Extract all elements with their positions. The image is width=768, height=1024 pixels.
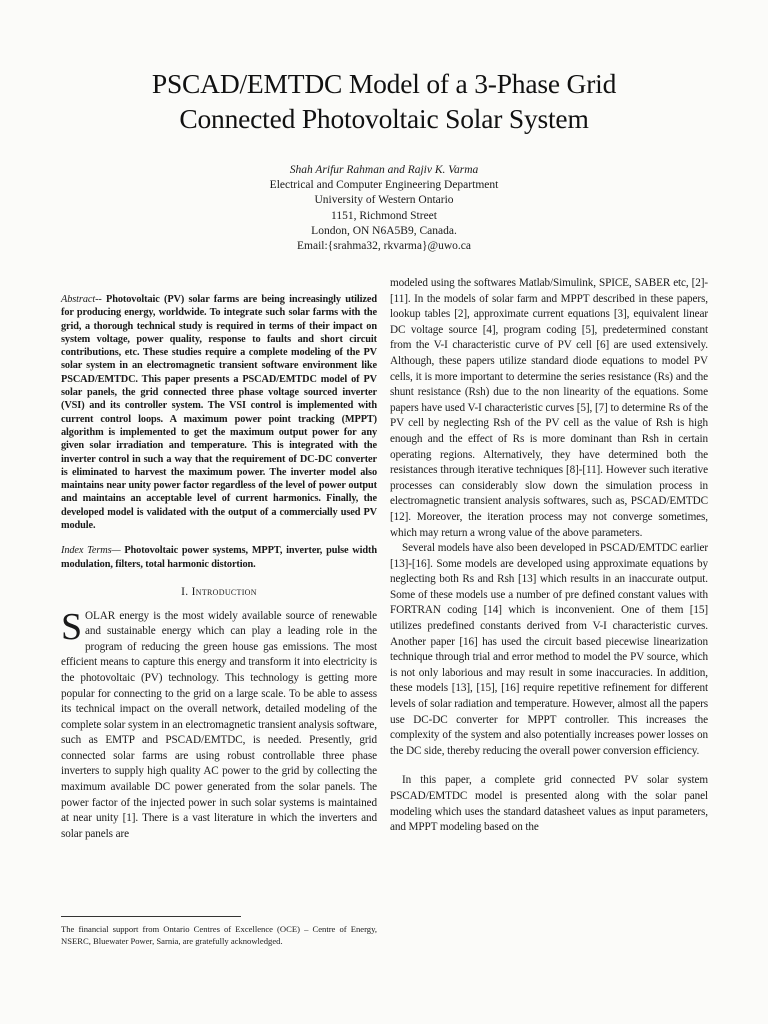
affiliation-city: London, ON N6A5B9, Canada. bbox=[311, 224, 457, 237]
index-terms bbox=[61, 544, 377, 571]
footnote: The financial support from Ontario Centres of Excellence (OCE) – Centre of Energy, NSERC, Bluewater Power, Sarnia, are gratefully acknowledged. bbox=[61, 924, 377, 946]
affiliation-university: University of Western Ontario bbox=[314, 194, 454, 207]
body-paragraph-3: In this paper, a complete grid connected PV solar system PSCAD/EMTDC model is presented along with the solar panel modeling which uses the standard datasheet values as input parameters, and MPPT modeling based on the bbox=[390, 774, 708, 834]
left-column bbox=[61, 293, 377, 842]
author-email: Email:{srahma32, rkvarma}@uwo.ca bbox=[297, 240, 471, 253]
index-terms-text: Photovoltaic power systems, MPPT, inverter, pulse width modulation, filters, total harmonic distortion. bbox=[61, 545, 377, 570]
abstract-label: Abstract-- bbox=[61, 294, 102, 305]
intro-paragraph-text: OLAR energy is the most widely available source of renewable and sustainable energy which can play a leading role in the program of reducing the green house gas emissions. The most efficient means to capture this energy and transform it into electricity is the photovoltaic (PV) technology. This technology is getting more popular for connecting to the grid on a large scale. To be able to assess its technical impact on the overall network, detailed modeling of the complete solar system in an electromagnetic transient analysis software, such as EMTP and PSCAD/EMTDC, is needed. Presently, grid connected solar farms are using robust controllable three phase inverters to supply high quality AC power to the grid by collecting the maximum available DC power generated from the solar panels. The power factor of the injected power in such solar systems is maintained at near unity [1]. There is a vast literature in which the inverters and solar panels are bbox=[61, 609, 377, 840]
author-block bbox=[0, 163, 768, 254]
footnote-rule bbox=[61, 916, 241, 917]
author-names: Shah Arifur Rahman and Rajiv K. Varma bbox=[289, 164, 479, 176]
abstract bbox=[61, 293, 377, 532]
index-terms-label: Index Terms— bbox=[61, 545, 121, 557]
drop-cap: S bbox=[61, 605, 83, 648]
paper-title bbox=[0, 66, 768, 136]
title-line-2: Connected Photovoltaic Solar System bbox=[179, 103, 589, 134]
affiliation-department: Electrical and Computer Engineering Department bbox=[269, 179, 499, 192]
body-paragraph-1: modeled using the softwares Matlab/Simulink, SPICE, SABER etc, [2]-[11]. In the models of solar farm and MPPT described in these papers, lookup tables [2], approximate current equations [3], equivalent linear DC voltage source [4], program coding [5], predetermined constant from the V-I characteristic curve of PV cell [6] are used extensively. Although, these papers utilize standard diode equations to model PV cells, it is more important to determine the series resistance (Rs) and the shunt resistance (Rsh) due to the non linearity of the equations. Some papers have used V-I characteristic curves [5], [7] to determine Rs of the PV cell by neglecting Rsh of the PV cell as the value of Rsh is high enough and the effect of Rs is more dominant than Rsh in certain operating regions. Alternatively, they have determined both the resistances through iterative techniques [8]-[11]. However such iterative processes can considerably slow down the simulation process in electromagnetic transient analysis softwares, such as, PSCAD/EMTDC [12]. Moreover, the iteration process may not converge sometimes, which may return a wrong value of the above parameters. bbox=[390, 277, 708, 539]
title-line-1: PSCAD/EMTDC Model of a 3-Phase Grid bbox=[151, 68, 617, 99]
intro-paragraph bbox=[61, 605, 377, 843]
abstract-text: Photovoltaic (PV) solar farms are being increasingly utilized for producing energy, worldwide. To integrate such solar farms with the grid, a thorough technical study is required in terms of their impact on system voltage, power quality, response to faults and short circuit contributions, etc. These studies require a complete modeling of the PV solar system in an electromagnetic transient software environment like PSCAD/EMTDC. This paper presents a PSCAD/EMTDC model of PV solar panels, the grid connected three phase voltage sourced inverter (VSI) and its controller system. The VSI control is implemented with current control loops. A maximum power point tracking (MPPT) algorithm is implemented to get the maximum output power for any given solar irradiation and temperature. This is integrated with the inverter control in such a way that the requirement of DC-DC converter is eliminated to harvest the maximum power. The inverter model also maintains near unity power factor regardless of the level of power output and maintains an acceptable level of current harmonics. Finally, the developed model is validated with the output of a commercially used PV module. bbox=[61, 294, 377, 532]
affiliation-street: 1151, Richmond Street bbox=[331, 209, 437, 222]
body-paragraph-2: Several models have also been developed in PSCAD/EMTDC earlier [13]-[16]. Some models are developed using approximate equations by neglecting both Rs and Rsh [13] which results in an inaccurate output. Some of these models use a number of pre defined constant values with FORTRAN coding [14] which is inconvenient. One of them [15] utilizes predefined constants derived from V-I characteristic curves. Another paper [16] has used the circuit based piecewise linearization technique through trial and error method to model the PV source, which is not only laborious and may result in some inaccuracies. In addition, these models [13], [15], [16] require repetitive refinement for different levels of solar radiation and temperature. However, almost all the papers use DC-DC converter for MPPT controller. This increases the complexity of the system and also potentially increases power losses on the DC side, thereby reducing the overall power conversion efficiency. bbox=[390, 542, 708, 757]
section-heading-introduction: I. Introduction bbox=[181, 585, 257, 598]
right-column bbox=[390, 276, 708, 836]
